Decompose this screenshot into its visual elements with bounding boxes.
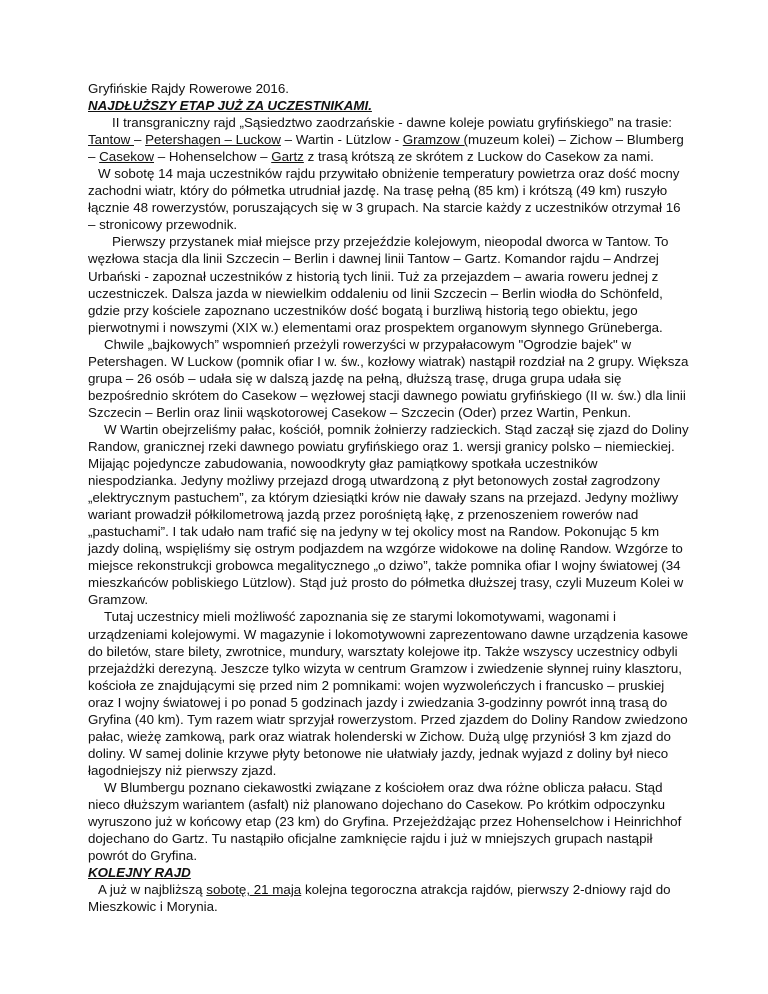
paragraph-petershagen: Chwile „bajkowych” wspomnień przeżyli rowerzyści w przypałacowym "Ogrodzie bajek" w Petershagen. W Luckow (pomnik ofiar I w. św., kozłowy wiatrak) nastąpił rozdział na 2 grupy. Większa grupa – 26 osób – udała się w dalszą jazdę na pełną, dłuższą trasę, druga grupa udała się bezpośrednio skrótem do Casekow – węzłowej stacji dawnego powiatu gryfińskiego (II w. św.) dla linii Szczecin – Berlin oraz linii wąskotorowej Casekow – Szczecin (Oder) przez Wartin, Penkun.	[88, 336, 689, 420]
paragraph-museum: Tutaj uczestnicy mieli możliwość zapoznania się ze starymi lokomotywami, wagonami i urządzeniami kolejowymi. W magazynie i lokomotywowni zaprezentowano dawne urządzenia kasowe do biletów, stare bilety, zwrotnice, mundury, warsztaty kolejowe itp. Także wszyscy uczestnicy odbyli przejażdżki derezyną. Jeszcze tylko wizyta w centrum Gramzow i zwiedzenie słynnej ruiny klasztoru, kościoła ze znajdującymi się przed nim 2 pomnikami: wojen wyzwoleńczych i francusko – pruskiej oraz I wojny światowej i po ponad 5 godzinach jazdy i zwiedzania 3-godzinny powrót inną trasą do Gryfina (40 km). Tym razem wiatr sprzyjał rowerzystom. Przed zjazdem do Doliny Randow zwiedzono pałac, wieżę zamkową, park oraz wiatrak holenderski w Zichow. Dużą ulgę przyniósł 3 km zjazd do doliny. W samej dolinie krzywe płyty betonowe nie ułatwiały jazdy, jednak wyjazd z doliny był nieco łagodniejszy niż pierwszy zjazd.	[88, 609, 689, 778]
document-body	[88, 80, 690, 915]
section-heading-next-rally: KOLEJNY RAJD	[88, 865, 191, 881]
place-gartz: Gartz	[271, 149, 304, 165]
paragraph-next-rally	[88, 881, 690, 915]
route-text: – Wartin - Lützlow -	[280, 132, 403, 148]
route-text: muzeum kolei) – Zichow – Blumberg –	[88, 132, 684, 165]
paragraph-route	[88, 114, 690, 165]
next-rally-date: sobotę, 21 maja	[206, 882, 302, 898]
route-text: z trasą krótszą ze skrótem z Luckow do Casekow za nami.	[303, 149, 654, 165]
paragraph-blumberg: W Blumbergu poznano ciekawostki związane z kościołem oraz dwa różne oblicza pałacu. Stąd nieco dłuższym wariantem (asfalt) niż planowano dojechano do Casekow. Po krótkim odpoczynku wyruszono już w końcowy etap (23 km) do Gryfina. Przejeżdżając przez Hohenselchow i Heinrichhof dojechano do Gartz. Tu nastąpiło oficjalne zamknięcie rajdu i już w mniejszych grupach nastąpił powrót do Gryfina.	[88, 779, 682, 864]
route-text: – Hohenselchow –	[154, 149, 272, 165]
paragraph-first-stop: Pierwszy przystanek miał miejsce przy przejeździe kolejowym, nieopodal dworca w Tantow. To węzłowa stacja dla linii Szczecin – Berlin i dawnej linii Tantow – Gartz. Komandor rajdu – Andrzej Urbański - zapoznał uczestników z historią tych linii. Tuż za przejazdem – awaria roweru jednej z uczestniczek. Dalsza jazda w niewielkim oddaleniu od linii Szczecin – Berlin wiodła do Schönfeld, gdzie przy kościele zapoznano uczestników dość bogatą i burzliwą historią tego obiektu, jego pierwotnymi i nowszymi (XIX w.) elementami oraz prospektem organowym słynnego Grüneberga.	[88, 234, 669, 335]
place-tantow: Tantow	[88, 132, 134, 148]
section-heading-longest-stage: NAJDŁUŻSZY ETAP JUŻ ZA UCZESTNIKAMI.	[88, 98, 372, 114]
paragraph-start: W sobotę 14 maja uczestników rajdu przywitało obniżenie temperatury powietrza oraz dość mocny zachodni wiatr, który do półmetka utrudniał jazdę. Na trasę pełną (85 km) i krótszą (49 km) ruszyło łącznie 48 rowerzystów, poruszających się w 3 grupach. Na starcie każdy z uczestników otrzymał 16 – stronicowy przewodnik.	[88, 166, 681, 233]
route-text: –	[134, 132, 146, 148]
route-text: II transgraniczny rajd „Sąsiedztwo zaodrzańskie - dawne koleje powiatu gryfińskiego” na trasie:	[112, 115, 672, 131]
document-title: Gryfińskie Rajdy Rowerowe 2016.	[88, 81, 289, 96]
next-rally-text: A już w najbliższą	[98, 882, 207, 898]
place-gramzow: Gramzow (	[402, 132, 469, 148]
paragraph-wartin: W Wartin obejrzeliśmy pałac, kościół, pomnik żołnierzy radzieckich. Stąd zaczął się zjazd do Doliny Randow, granicznej rzeki dawnego powiatu gryfińskiego oraz 1. wersji granicy polsko – niemieckiej. Mijając pojedyncze zabudowania, nowoodkryty głaz pamiątkowy spotkała uczestników niespodzianka. Jedyny możliwy przejazd drogą utwardzoną z płyt betonowych został zagrodzony „elektrycznym pastuchem”, za którym dziesiątki krów nie dawały szans na przejazd. Jedyny możliwy wariant prowadził półkilometrową jazdą przez porośniętą łąkę, z przenoszeniem rowerów nad „pastuchami”. I tak udało nam trafić się na jedyny w tej okolicy most na Randow. Pokonując 5 km jazdy doliną, wspięliśmy się ostrym podjazdem na wzgórze widokowe na dolinę Randow. Wzgórze to miejsce rekonstrukcji grobowca megalitycznego „o dziwo”, także pomnika ofiar I wojny światowej (34 mieszkańców pobliskiego Lützlow). Stąd już prosto do półmetka dłuższej trasy, czyli Muzeum Kolei w Gramzow.	[88, 421, 689, 608]
next-rally-text: kolejna tegoroczna atrakcja rajdów, pierwszy 2-dniowy rajd do Mieszkowic i Morynia.	[88, 882, 671, 915]
place-petershagen-luckow: Petershagen – Luckow	[145, 132, 281, 148]
place-casekow: Casekow	[99, 149, 155, 165]
